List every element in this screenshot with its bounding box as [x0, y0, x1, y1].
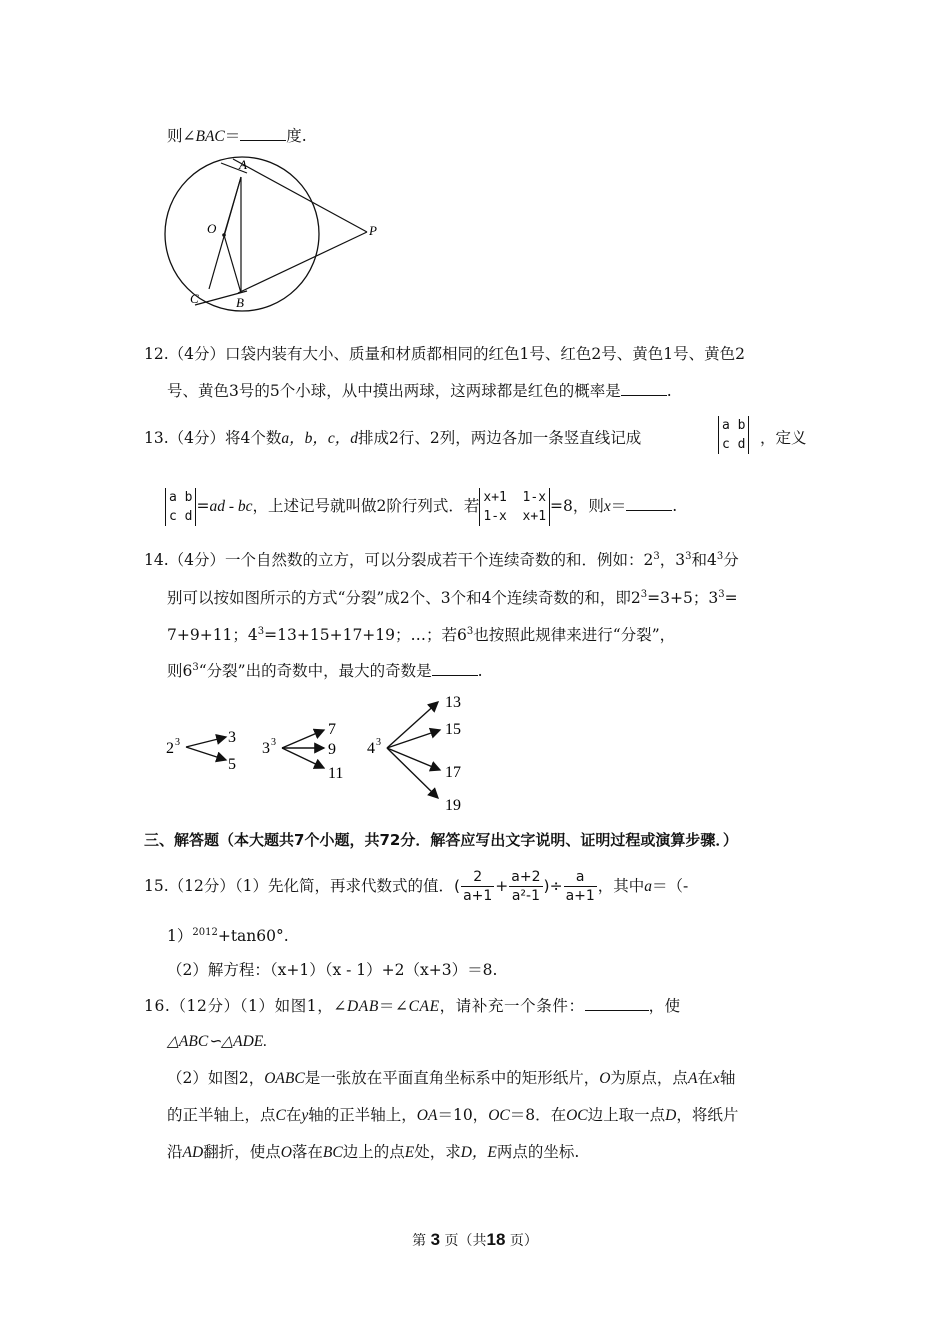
- q14-line2: 别可以按如图所示的方式“分裂”成2个、3个和4个连续奇数的和，即$2^3=3+5$；$3^3=$: [167, 588, 738, 607]
- g1-value-2: 5: [228, 756, 236, 773]
- answer-blank[interactable]: [240, 126, 286, 141]
- q16-part2-line2: 的正半轴上，点C在y轴的正半轴上，OA＝10，OC＝8．在OC边上取一点D，将纸片: [167, 1106, 739, 1124]
- answer-blank[interactable]: [585, 996, 649, 1011]
- g3-arrow-4: [387, 748, 438, 798]
- q16-part2-line1: （2）如图2，OABC是一张放在平面直角坐标系中的矩形纸片，O为原点，点A在x轴: [167, 1069, 736, 1087]
- q16-line1: 16.（12分）（1）如图1，∠DAB＝∠CAE，请补充一个条件： ，使: [144, 997, 681, 1015]
- circle-tangent-figure: [155, 155, 395, 315]
- answer-blank[interactable]: [432, 661, 478, 676]
- q16-part2-line3: 沿AD翻折，使点O落在BC边上的点E处，求D，E两点的坐标.: [167, 1143, 580, 1161]
- tangent-line-bp: [238, 232, 367, 293]
- g3-arrow-3: [387, 748, 440, 770]
- fraction-1: $\frac{2}{a+1}$: [463, 869, 493, 904]
- g3-value-3: 17: [445, 764, 461, 781]
- q14-line4: 则$6^3“$分裂”出的奇数中，最大的奇数是 .: [167, 661, 483, 680]
- determinant-abcd-2: a b c d: [165, 488, 196, 526]
- g3-arrow-1: [387, 702, 438, 748]
- tangent-line-ap: [233, 159, 367, 232]
- q15-part2: （2）解方程：（x+1）（x - 1）+2（x+3）＝8.: [167, 961, 498, 979]
- g2-arrow-1: [282, 730, 324, 748]
- g2-value-2: 9: [328, 741, 336, 758]
- g3-value-4: 19: [445, 797, 461, 814]
- q15-line1: 15.（12分）（1）先化简，再求代数式的值．( $\frac{2}{a+1}$ + $\frac{a+2}{\text{a²-1}}$ )÷ $\frac{a}{a+1}$ ，其中a＝（-: [144, 869, 689, 904]
- g3-value-1: 13: [445, 694, 461, 711]
- q13-line2: a b c d =ad - bc，上述记号就叫做2阶行列式．若 x+1 1-x 1-x x+1 =8，则x＝ .: [165, 488, 677, 534]
- q14-line3: 7+9+11；$4^3=13+15+17+19$；…；若$6^3$也按照此规律来进行“分裂”，: [167, 625, 676, 644]
- q13-line1: 13.（4分）将4个数a，b，c，d排成2行、2列，两边各加一条竖直线记成: [144, 429, 642, 447]
- label-b: B: [236, 295, 244, 310]
- g1-arrow-2: [186, 747, 226, 760]
- g2-arrow-3: [282, 748, 324, 768]
- q11-tail: 则∠BAC＝ 度.: [167, 127, 307, 145]
- fraction-2: $\frac{a+2}{\text{a²-1}}$: [511, 869, 541, 904]
- g2-value-3: 11: [328, 765, 344, 782]
- g3-arrow-2: [387, 730, 440, 748]
- label-a: A: [239, 157, 247, 172]
- circle: [165, 157, 319, 311]
- q15-line2: 1）$^{2012}$+tan60°.: [167, 926, 289, 945]
- g2-base: 3: [262, 740, 270, 757]
- q12-line2: 号、黄色3号的5个小球，从中摸出两球，这两球都是红色的概率是 .: [167, 382, 672, 400]
- answer-blank[interactable]: [621, 381, 667, 396]
- g3-value-2: 15: [445, 721, 461, 738]
- label-c: C: [190, 291, 199, 306]
- g2-exp: 3: [271, 737, 276, 748]
- q12-line1: 12.（4分）口袋内装有大小、质量和材质都相同的红色1号、红色2号、黄色1号、黄色2: [144, 345, 745, 363]
- section-heading: 三、解答题（本大题共7个小题，共72分．解答应写出文字说明、证明过程或演算步骤．）: [144, 831, 738, 849]
- g1-base: 2: [166, 740, 174, 757]
- determinant-abcd-1: a b c d: [718, 416, 749, 454]
- page-number: 3: [430, 1230, 441, 1249]
- g2-value-1: 7: [328, 721, 336, 738]
- center-dot: [222, 233, 226, 237]
- determinant-x-expression: x+1 1-x 1-x x+1: [479, 488, 550, 526]
- q13-define: ，定义: [760, 429, 807, 447]
- q14-line1: 14.（4分）一个自然数的立方，可以分裂成若干个连续奇数的和．例如：$2^3$，$3^3$和$4^3$分: [144, 550, 739, 569]
- expression: ( $\frac{2}{a+1}$ + $\frac{a+2}{\text{a²-1}}$ )÷ $\frac{a}{a+1}$: [454, 869, 595, 904]
- answer-blank[interactable]: [626, 496, 672, 511]
- page-total: 18: [486, 1230, 506, 1249]
- label-p: P: [369, 223, 377, 238]
- fraction-3: $\frac{a}{a+1}$: [565, 869, 595, 904]
- g3-exp: 3: [376, 737, 381, 748]
- g1-exp: 3: [175, 737, 180, 748]
- cube-splitting-figure: [160, 690, 480, 815]
- g1-arrow-1: [186, 737, 226, 747]
- g1-value-1: 3: [228, 729, 236, 746]
- segment-ob: [224, 235, 241, 293]
- q16-line2: △ABC∽△ADE.: [167, 1033, 268, 1050]
- page-footer: 第 3 页（共18 页）: [412, 1230, 538, 1249]
- g3-base: 4: [367, 740, 375, 757]
- label-o: O: [207, 221, 217, 236]
